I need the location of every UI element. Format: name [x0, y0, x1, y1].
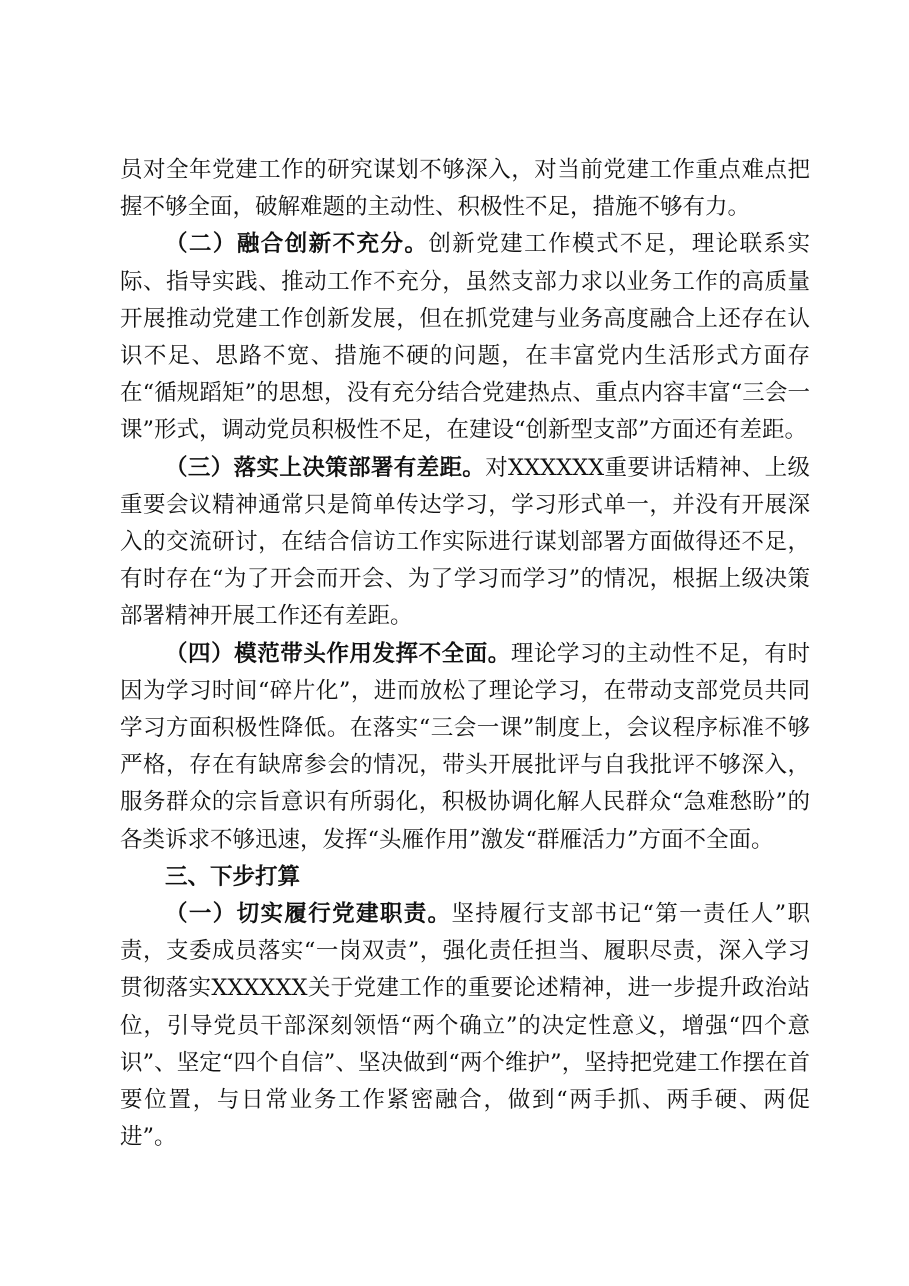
paragraph-exemplary-role — [120, 636, 810, 859]
document-body — [120, 152, 810, 1156]
paragraph-lead: （二）融合创新不充分。 — [165, 231, 429, 258]
paragraph-party-duties — [120, 896, 810, 1156]
paragraph-integration-innovation — [120, 226, 810, 449]
paragraph-body: 员对全年党建工作的研究谋划不够深入，对当前党建工作重点难点把握不够全面，破解难题的主动性、积极性不足，措施不够有力。 — [120, 157, 810, 221]
paragraph-body: 理论学习的主动性不足，有时因为学习时间“碎片化”，进而放松了理论学习，在带动支部党员共同学习方面积极性降低。在落实“三会一课”制度上，会议程序标准不够严格，存在有缺席参会的情况，带头开展批评与自我批评不够深入，服务群众的宗旨意识有所弱化，积极协调化解人民群众“急难愁盼”的各类诉求不够迅速，发挥“头雁作用”激发“群雁活力”方面不全面。 — [120, 640, 810, 853]
paragraph-lead: （一）切实履行党建职责。 — [165, 901, 452, 928]
paragraph-implementation-gap — [120, 450, 810, 636]
paragraph-lead: （三）落实上决策部署有差距。 — [165, 454, 486, 481]
section-heading: 三、下步打算 — [165, 863, 301, 890]
paragraph-body: 坚持履行支部书记“第一责任人”职责，支委成员落实“一岗双责”，强化责任担当、履职尽责，深入学习贯彻落实XXXXXX关于党建工作的重要论述精神，进一步提升政治站位，引导党员干部深刻领悟“两个确立”的决定性意义，增强“四个意识”、坚定“四个自信”、坚决做到“两个维护”，坚持把党建工作摆在首要位置，与日常业务工作紧密融合，做到“两手抓、两手硬、两促进”。 — [120, 901, 810, 1151]
paragraph-continued — [120, 152, 810, 226]
paragraph-body: 创新党建工作模式不足，理论联系实际、指导实践、推动工作不充分，虽然支部力求以业务工作的高质量开展推动党建工作创新发展，但在抓党建与业务高度融合上还存在认识不足、思路不宽、措施不硬的问题，在丰富党内生活形式方面存在“循规蹈矩”的思想，没有充分结合党建热点、重点内容丰富“三会一课”形式，调动党员积极性不足，在建设“创新型支部”方面还有差距。 — [120, 231, 810, 444]
paragraph-lead: （四）模范带头作用发挥不全面。 — [165, 640, 511, 667]
paragraph-body: 对XXXXXX重要讲话精神、上级重要会议精神通常只是简单传达学习，学习形式单一，并没有开展深入的交流研讨，在结合信访工作实际进行谋划部署方面做得还不足，有时存在“为了开会而开会、为了学习而学习”的情况，根据上级决策部署精神开展工作还有差距。 — [120, 454, 810, 630]
